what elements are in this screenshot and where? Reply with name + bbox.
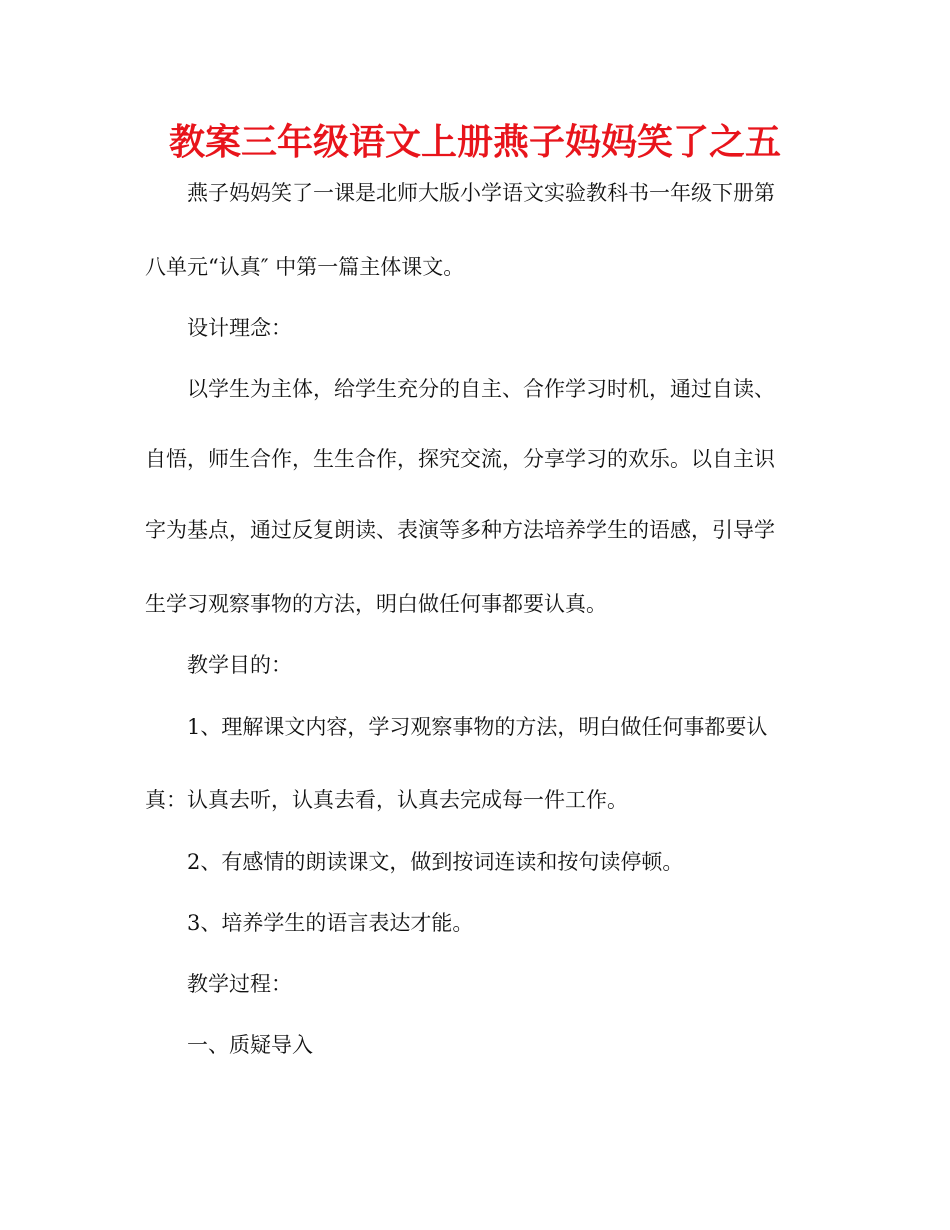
section-heading-goals: 教学目的： — [187, 653, 292, 677]
paragraph-line-5: 自悟，师生合作，生生合作，探究交流，分享学习的欢乐。以自主识 — [145, 447, 775, 471]
paragraph-line-4: 以学生为主体，给学生充分的自主、合作学习时机，通过自读、 — [187, 377, 775, 401]
process-step-1: 一、质疑导入 — [187, 1033, 313, 1057]
goal-item-2: 2、有感情的朗读课文，做到按词连读和按句读停顿。 — [187, 850, 684, 874]
paragraph-line-6: 字为基点，通过反复朗读、表演等多种方法培养学生的语感，引导学 — [145, 518, 775, 542]
document-title: 教案三年级语文上册燕子妈妈笑了之五 — [168, 122, 781, 163]
goal-item-3: 3、培养学生的语言表达才能。 — [187, 911, 474, 935]
paragraph-line-7: 生学习观察事物的方法，明白做任何事都要认真。 — [145, 592, 607, 616]
goal-item-1: 1、理解课文内容，学习观察事物的方法，明白做任何事都要认 — [187, 715, 768, 739]
section-heading-process: 教学过程： — [187, 972, 292, 996]
paragraph-line-2: 八单元“认真″ 中第一篇主体课文。 — [145, 255, 465, 279]
paragraph-line-1: 燕子妈妈笑了一课是北师大版小学语文实验教科书一年级下册第 — [187, 181, 775, 205]
goal-item-1-continued: 真：认真去听，认真去看，认真去完成每一件工作。 — [145, 788, 628, 812]
section-heading-design: 设计理念： — [187, 316, 292, 340]
